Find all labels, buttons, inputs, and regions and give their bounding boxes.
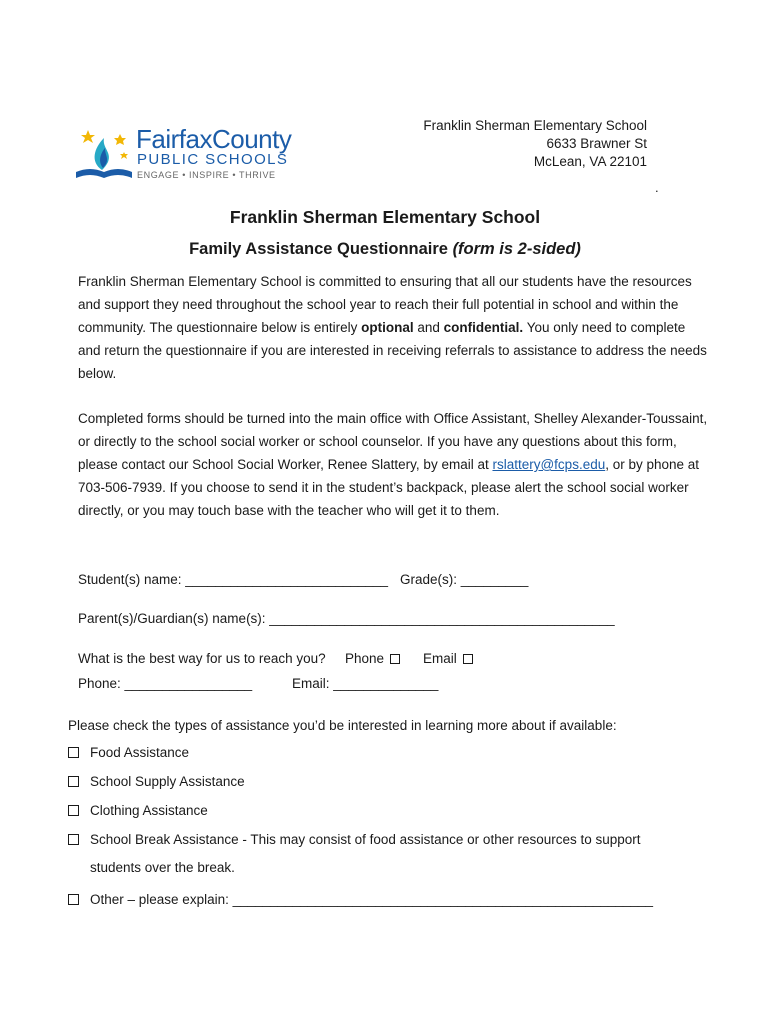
email-field[interactable]: Email: ______________ xyxy=(292,676,439,691)
page-title-form xyxy=(0,240,770,259)
contact-option-email-label: Email xyxy=(423,651,457,666)
phone-checkbox[interactable] xyxy=(390,654,400,664)
contact-option-phone[interactable] xyxy=(345,651,402,666)
school-supply-label: School Supply Assistance xyxy=(90,774,245,789)
school-break-label: School Break Assistance - This may consist of food assistance or other resources to support xyxy=(90,832,641,847)
clothing-assistance-checkbox[interactable] xyxy=(68,805,79,816)
other-checkbox[interactable] xyxy=(68,894,79,905)
instructions-text-b: , or by phone at 703-506-7939. If you choose to send it in the student’s backpack, please alert the school social worker directly, or you may touch base with the teacher who will get it to them. xyxy=(78,457,700,518)
logo-text-fairfax-county: FairfaxCounty xyxy=(136,124,292,154)
intro-optional: optional xyxy=(361,320,414,335)
contact-option-phone-label: Phone xyxy=(345,651,385,666)
contact-option-email[interactable] xyxy=(423,651,475,666)
clothing-assistance-label: Clothing Assistance xyxy=(90,803,208,818)
address-school-name: Franklin Sherman Elementary School xyxy=(423,118,647,133)
instructions-text-a: Completed forms should be turned into the main office with Office Assistant, Shelley Alexander-Toussaint, or directly to the school social worker or school counselor. If you have any questions about this form, please contact our School Social Worker, Renee Slattery, by email at xyxy=(78,411,708,472)
form-title-note: (form is 2-sided) xyxy=(452,240,581,258)
school-supply-checkbox[interactable] xyxy=(68,776,79,787)
grades-field[interactable]: Grade(s): _________ xyxy=(400,572,529,587)
school-break-label-cont: students over the break. xyxy=(90,860,235,875)
intro-and: and xyxy=(413,320,444,335)
email-checkbox[interactable] xyxy=(463,654,473,664)
food-assistance-label: Food Assistance xyxy=(90,745,190,760)
intro-text-a: Franklin Sherman Elementary School is committed to ensuring that all our students have the resources and support they need throughout the school year to reach their full potential in school and within the community. The questionnaire below is entirely xyxy=(78,274,692,335)
phone-field[interactable]: Phone: _________________ xyxy=(78,676,253,691)
stray-dot: . xyxy=(655,180,659,195)
other-explain-field[interactable]: Other – please explain: ________________________________________________________ xyxy=(90,892,654,907)
address-street: 6633 Brawner St xyxy=(546,136,647,151)
assistance-intro: Please check the types of assistance you’d be interested in learning more about if available: xyxy=(68,718,617,733)
school-address xyxy=(423,117,647,171)
address-city: McLean, VA 22101 xyxy=(533,154,647,169)
page-title-school: Franklin Sherman Elementary School xyxy=(229,207,541,227)
logo-text-public-schools: PUBLIC SCHOOLS xyxy=(137,151,289,168)
fcps-logo xyxy=(72,122,294,184)
contact-question: What is the best way for us to reach you? xyxy=(78,651,326,666)
instructions-paragraph xyxy=(78,407,708,522)
form-title: Family Assistance Questionnaire xyxy=(189,240,448,258)
food-assistance-checkbox[interactable] xyxy=(68,747,79,758)
parents-name-field[interactable]: Parent(s)/Guardian(s) name(s): ______________________________________________ xyxy=(78,611,615,626)
social-worker-email-link[interactable]: rslattery@fcps.edu xyxy=(492,457,606,472)
logo-emblem-icon xyxy=(72,122,136,184)
intro-confidential: confidential. xyxy=(443,320,524,335)
intro-paragraph xyxy=(78,270,708,385)
logo-tagline: ENGAGE • INSPIRE • THRIVE xyxy=(137,170,276,180)
students-name-field[interactable]: Student(s) name: ___________________________ xyxy=(78,572,389,587)
intro-text-b: You only need to complete and return the questionnaire if you are interested in receiving referrals to assistance to address the needs below. xyxy=(78,320,707,381)
school-break-checkbox[interactable] xyxy=(68,834,79,845)
